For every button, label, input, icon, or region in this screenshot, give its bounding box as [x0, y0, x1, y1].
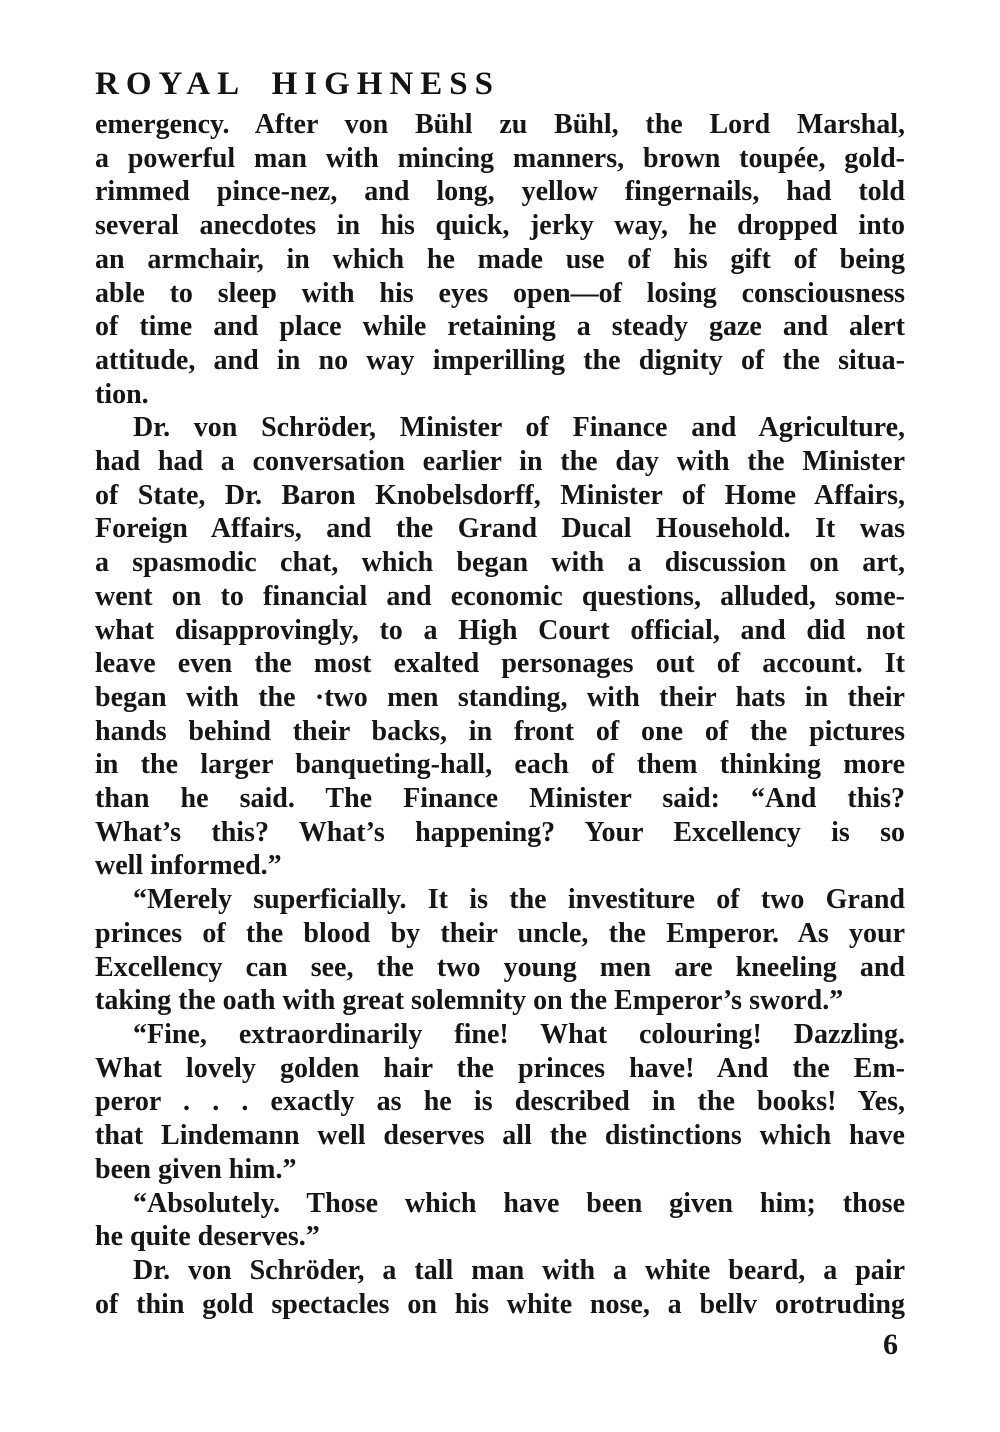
text-line: in the larger banqueting-hall, each of them thinking more	[95, 749, 905, 781]
text-line: leave even the most exalted personages out of account. It	[95, 648, 905, 680]
text-line: emergency. After von Bühl zu Bühl, the Lord Marshal,	[95, 109, 905, 140]
text-line: been given him.”	[95, 1153, 297, 1185]
text-line: peror . . . exactly as he is described in the books! Yes,	[95, 1086, 905, 1118]
text-line: what disapprovingly, to a High Court official, and did not	[95, 614, 905, 646]
text-line: Dr. von Schröder, Minister of Finance and Agriculture,	[133, 412, 905, 444]
text-line: Dr. von Schröder, a tall man with a white beard, a pair	[133, 1254, 905, 1286]
text-line: he quite deserves.”	[95, 1221, 320, 1253]
text-line: princes of the blood by their uncle, the Emperor. As your	[95, 917, 905, 949]
text-line: had had a conversation earlier in the day with the Minister	[95, 446, 905, 478]
text-line: several anecdotes in his quick, jerky way, he dropped into	[95, 210, 905, 242]
text-line: of State, Dr. Baron Knobelsdorff, Minister of Home Affairs,	[95, 479, 905, 511]
text-line: Foreign Affairs, and the Grand Ducal Household. It was	[95, 513, 905, 545]
page-number: 6	[883, 1328, 898, 1361]
text-line: taking the oath with great solemnity on the Emperor’s sword.”	[95, 985, 844, 1017]
text-line: that Lindemann well deserves all the distinctions which have	[95, 1120, 905, 1152]
text-line: well informed.”	[95, 850, 282, 882]
text-line: tion.	[95, 378, 149, 410]
text-line: “Fine, extraordinarily fine! What colouring! Dazzling.	[133, 1018, 905, 1050]
running-header: ROYAL HIGHNESS	[95, 66, 500, 102]
text-line: than he said. The Finance Minister said: “And this?	[95, 783, 905, 815]
text-line: What’s this? What’s happening? Your Excellency is so	[95, 816, 905, 848]
text-line: “Merely superficially. It is the investiture of two Grand	[133, 884, 905, 916]
text-line: hands behind their backs, in front of one of the pictures	[95, 715, 905, 747]
text-line: went on to financial and economic questions, alluded, some-	[95, 580, 905, 612]
text-line: of time and place while retaining a steady gaze and alert	[95, 311, 905, 343]
text-line: able to sleep with his eyes open—of losing consciousness	[95, 277, 905, 309]
text-line: of thin gold spectacles on his white nose, a bellv orotruding	[95, 1288, 905, 1320]
text-line: a powerful man with mincing manners, brown toupée, gold-	[95, 142, 905, 174]
text-line: a spasmodic chat, which began with a discussion on art,	[95, 547, 905, 579]
text-line: attitude, and in no way imperilling the dignity of the situa-	[95, 344, 905, 376]
text-line: What lovely golden hair the princes have! And the Em-	[95, 1052, 905, 1084]
page-text-block	[95, 108, 905, 1321]
text-line: Excellency can see, the two young men are kneeling and	[95, 951, 905, 983]
text-line: an armchair, in which he made use of his gift of being	[95, 243, 905, 275]
text-line: “Absolutely. Those which have been given him; those	[133, 1187, 905, 1219]
text-line: began with the ·two men standing, with their hats in their	[95, 681, 905, 713]
text-line: rimmed pince-nez, and long, yellow fingernails, had told	[95, 176, 905, 208]
